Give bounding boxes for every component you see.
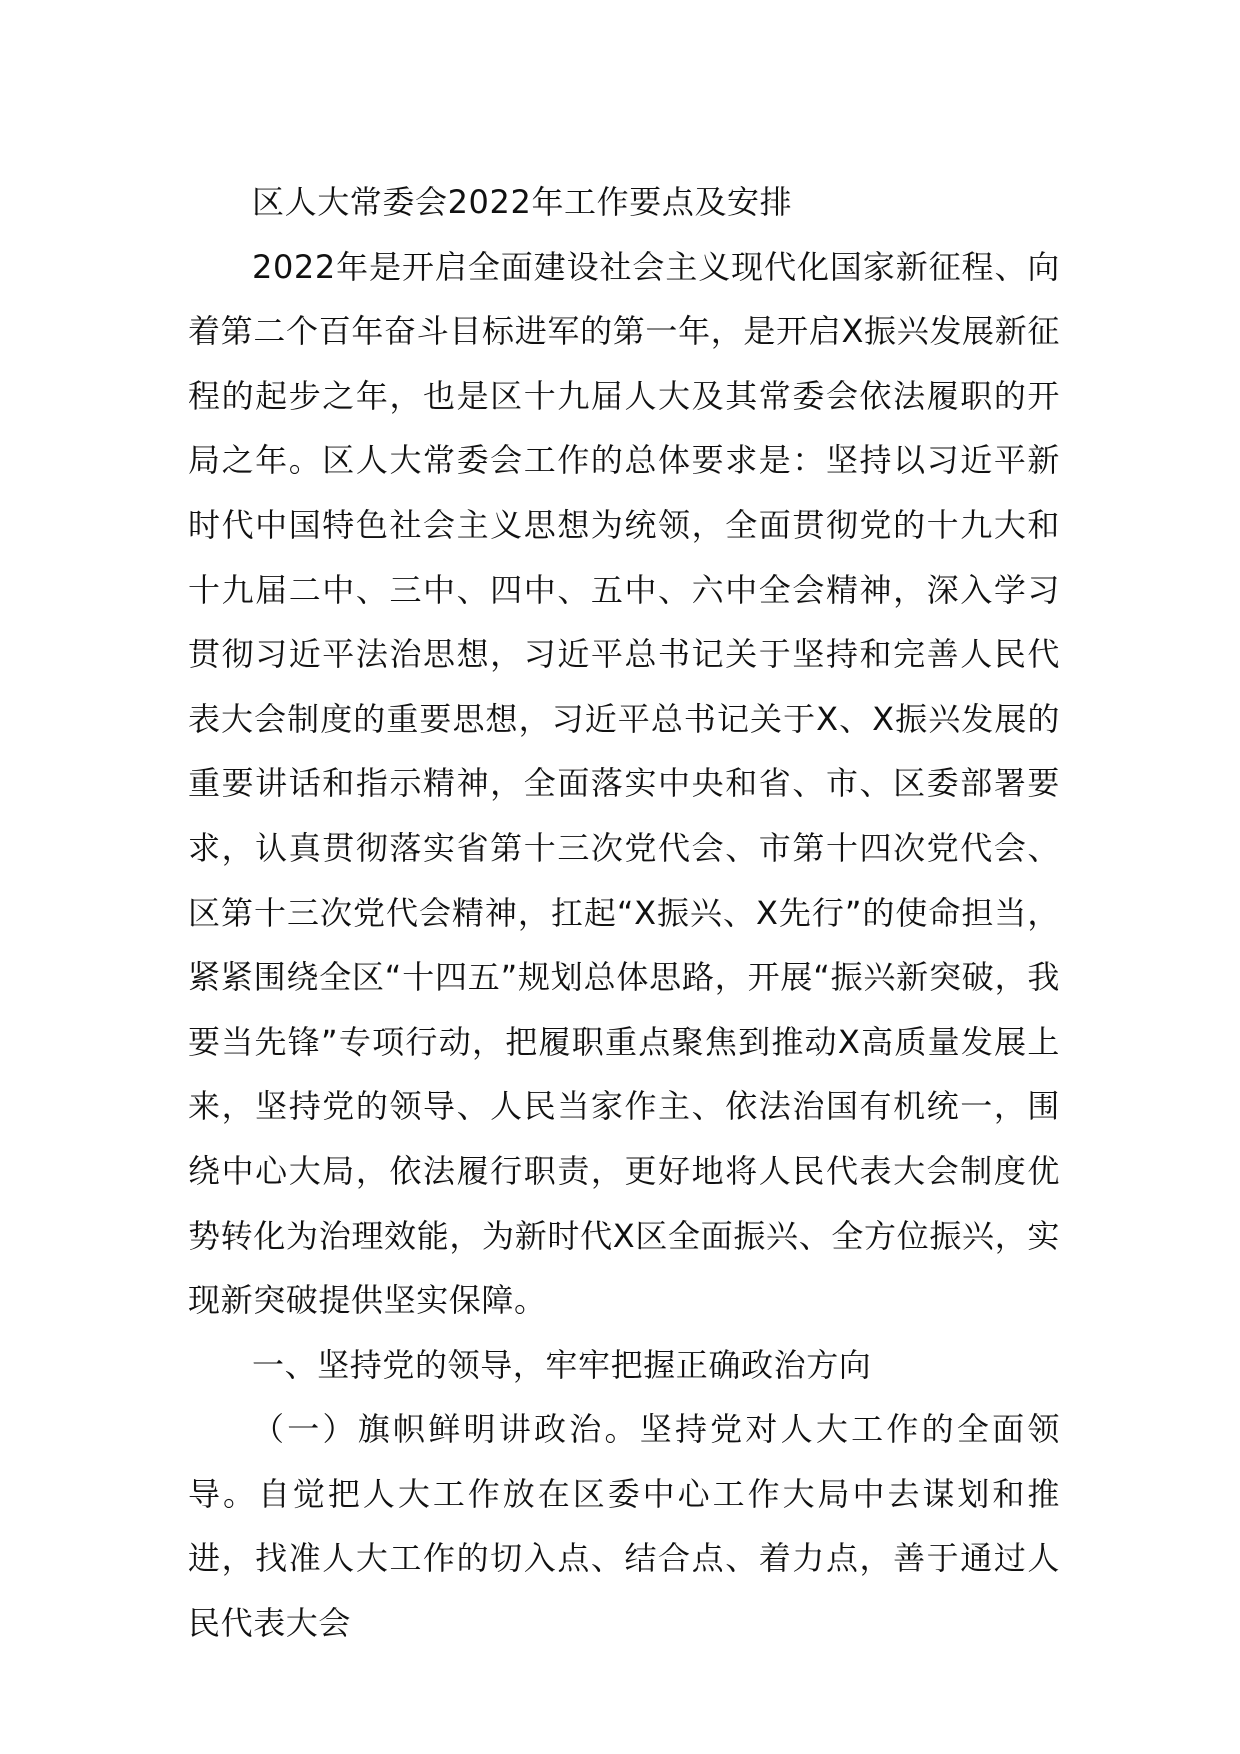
- document-title: 区人大常委会2022年工作要点及安排: [252, 183, 793, 221]
- intro-paragraph: 2022年是开启全面建设社会主义现代化国家新征程、向着第二个百年奋斗目标进军的第一年，是开启X振兴发展新征程的起步之年，也是区十九届人大及其常委会依法履职的开局之年。区人大常委会工作的总体要求是：坚持以习近平新时代中国特色社会主义思想为统领，全面贯彻党的十九大和十九届二中、三中、四中、五中、六中全会精神，深入学习贯彻习近平法治思想，习近平总书记关于坚持和完善人民代表大会制度的重要思想，习近平总书记关于X、X振兴发展的重要讲话和指示精神，全面落实中央和省、市、区委部署要求，认真贯彻落实省第十三次党代会、市第十四次党代会、区第十三次党代会精神，扛起“X振兴、X先行”的使命担当，紧紧围绕全区“十四五”规划总体思路，开展“振兴新突破，我要当先锋”专项行动，把履职重点聚焦到推动X高质量发展上来，坚持党的领导、人民当家作主、依法治国有机统一，围绕中心大局，依法履行职责，更好地将人民代表大会制度优势转化为治理效能，为新时代X区全面振兴、全方位振兴，实现新突破提供坚实保障。: [188, 247, 1060, 1320]
- subsection-paragraph: （一）旗帜鲜明讲政治。坚持党对人大工作的全面领导。自觉把人大工作放在区委中心工作大局中去谋划和推进，找准人大工作的切入点、结合点、着力点，善于通过人民代表大会: [188, 1410, 1060, 1643]
- document-body: [188, 170, 1060, 1656]
- section-heading: 一、坚持党的领导，牢牢把握正确政治方向: [252, 1345, 872, 1384]
